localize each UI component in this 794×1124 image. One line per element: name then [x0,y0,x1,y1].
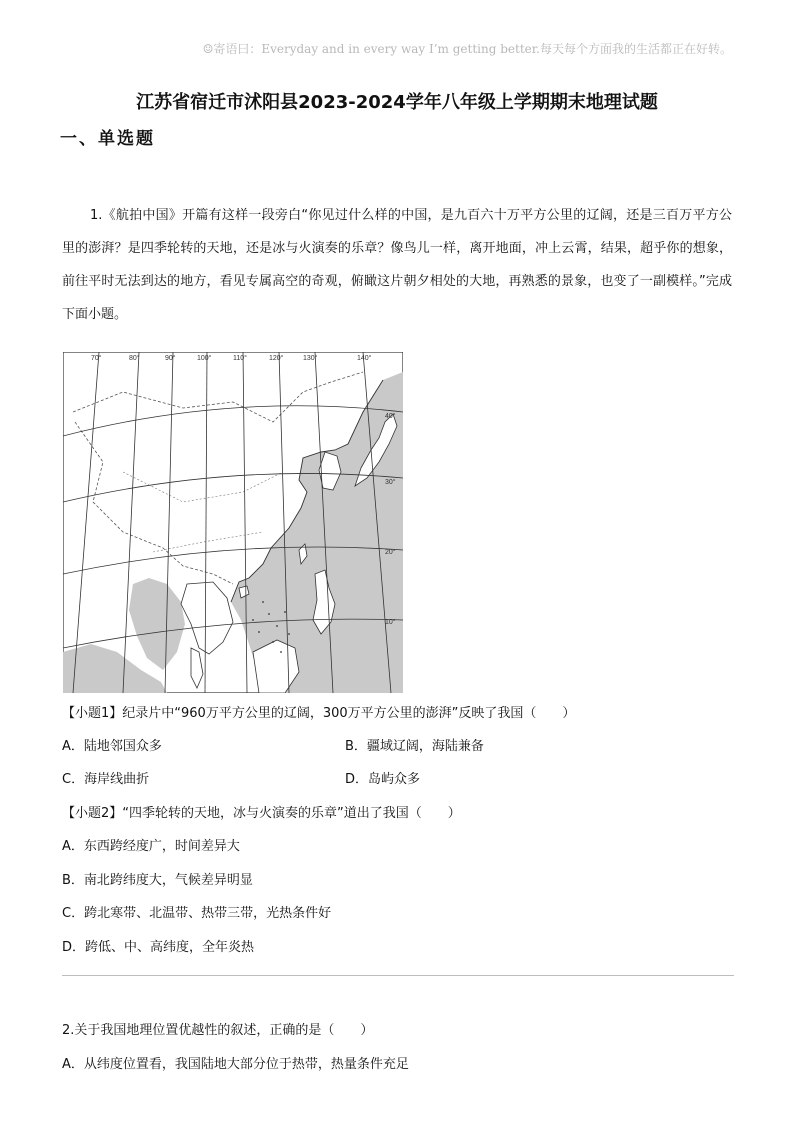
map-lon-label-120: 120° [269,355,284,362]
sub1-option-c[interactable]: C．海岸线曲折 [62,772,150,787]
question-1-passage: 1.《航拍中国》开篇有这样一段旁白“你见过什么样的中国，是九百六十万平方公里的辽阔，还是三百万平方公里的澎湃？是四季轮转的天地，还是冰与火演奏的乐章？像鸟儿一样，离开地面，冲上云霄，结果，超乎你的想象，前往平时无法到达的地方，看见专属高空的奇观，俯瞰这片朝夕相处的大地，再熟悉的景象，也变了一副模样。”完成下面小题。 [62,208,732,322]
map-lon-label-100: 100° [197,355,212,362]
page-title: 江苏省宿迁市沭阳县2023-2024学年八年级上学期期末地理试题 [136,92,658,113]
sub2-option-b[interactable]: B．南北跨纬度大，气候差异明显 [62,873,253,888]
map-lon-label-110: 110° [233,355,247,362]
map-lon-label-70: 70° [91,355,102,362]
map-lat-label-10: 10° [385,619,396,626]
sub2-option-d[interactable]: D．跨低、中、高纬度，全年炎热 [62,940,255,955]
map-lat-label-30: 30° [385,479,396,486]
map-lat-label-20: 20° [385,549,396,556]
sub1-option-a[interactable]: A．陆地邻国众多 [62,739,162,754]
sub2-option-c[interactable]: C．跨北寒带、北温带、热带三带，光热条件好 [62,906,332,921]
q2-option-a[interactable]: A．从纬度位置看，我国陆地大部分位于热带，热量条件充足 [62,1057,409,1072]
question-divider [62,975,734,976]
map-lon-label-130: 130° [303,355,318,362]
sub-question-1-stem: 【小题1】纪录片中“960万平方公里的辽阔，300万平方公里的澎湃”反映了我国（ ） [62,706,576,721]
map-lat-label-40: 40° [385,413,396,420]
sub2-option-a[interactable]: A．东西跨经度广，时间差异大 [62,839,240,854]
sub1-option-b[interactable]: B．疆域辽阔，海陆兼备 [345,739,484,754]
question-2-stem: 2.关于我国地理位置优越性的叙述，正确的是（ ） [62,1023,374,1038]
sub1-option-d[interactable]: D．岛屿众多 [345,772,421,787]
section-title: 一、单选题 [60,129,155,149]
watermark: ☺寄语曰：Everyday and in every way I’m getting better.每天每个方面我的生活都正在好转。 [202,42,732,56]
sub-question-2-stem: 【小题2】“四季轮转的天地，冰与火演奏的乐章”道出了我国（ ） [62,806,461,821]
east-asia-map [63,352,403,693]
map-lon-label-90: 90° [165,355,176,362]
map-lon-label-80: 80° [129,355,140,362]
map-lon-label-140: 140° [357,355,372,362]
